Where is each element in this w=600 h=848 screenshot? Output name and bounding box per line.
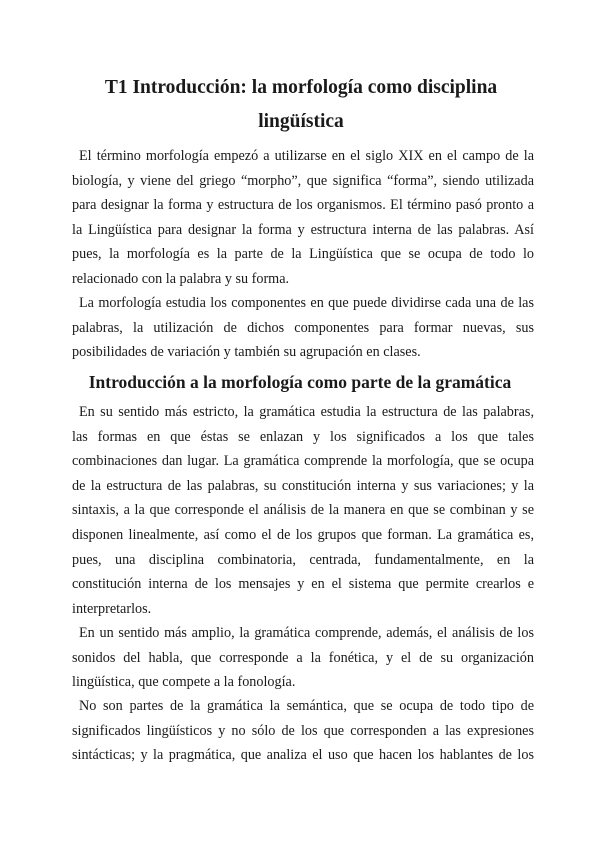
text-line: la Lingüística para designar la forma y estructura interna de las palabras. Así: [72, 221, 534, 238]
text-line: disponen linealmente, así como el de los grupos que forman. La gramática es,: [72, 526, 534, 543]
text-line: El término morfología empezó a utilizarse en el siglo XIX en el campo de la: [79, 148, 534, 164]
title-line: lingüística: [258, 111, 344, 132]
text-line: posibilidades de variación y también su agrupación en clases.: [72, 344, 421, 361]
text-line: combinaciones dan lugar. La gramática comprende la morfología, que se ocupa: [72, 453, 534, 470]
text-line: biología, y viene del griego “morpho”, que significa “forma”, siendo utilizada: [72, 172, 534, 189]
paragraph-morfologia-origen: [72, 144, 534, 292]
title-line: T1 Introducción: la morfología como disciplina: [104, 77, 498, 98]
text-line: La morfología estudia los componentes en que puede dividirse cada una de las: [79, 295, 534, 311]
text-line: lingüística, que compete a la fonología.: [72, 674, 296, 691]
text-line: sintaxis, a la que corresponde el análisis de la manera en que se combinan y se: [72, 502, 534, 519]
text-line: significados lingüísticos y no sólo de los que corresponden a las expresiones: [72, 722, 534, 739]
section-heading: Introducción a la morfología como parte de la gramática: [88, 372, 512, 392]
paragraph-sentido-amplio: [72, 621, 534, 695]
text-line: En su sentido más estricto, la gramática estudia la estructura de las palabras,: [79, 404, 534, 420]
text-line: pues, una disciplina combinatoria, centrada, fundamentalmente, en la: [72, 551, 534, 568]
document-title: [70, 71, 532, 139]
text-line: constitución interna de los mensajes y en el sistema que permite crearlos e: [72, 576, 534, 593]
paragraph-sentido-estricto: [72, 400, 534, 621]
paragraph-semantica-pragmatica: [72, 694, 534, 768]
paragraph-morfologia-estudia: [72, 291, 534, 365]
text-line: para designar la forma y estructura de los organismos. El término pasó pronto a: [72, 197, 534, 214]
text-line: de la estructura de las palabras, su constitución interna y sus variaciones; y la: [72, 477, 534, 494]
text-line: las formas en que éstas se enlazan y los significados a los que tales: [72, 428, 534, 445]
text-line: pues, la morfología es la parte de la Lingüística que se ocupa de todo lo: [72, 246, 534, 263]
text-line: interpretarlos.: [72, 600, 152, 617]
text-line: relacionado con la palabra y su forma.: [72, 270, 290, 287]
text-line: sintácticas; y la pragmática, que analiza el uso que hacen los hablantes de los: [72, 747, 534, 764]
text-line: palabras, la utilización de dichos componentes para formar nuevas, sus: [72, 319, 534, 336]
text-line: En un sentido más amplio, la gramática comprende, además, el análisis de los: [79, 625, 534, 641]
text-line: No son partes de la gramática la semántica, que se ocupa de todo tipo de: [79, 698, 534, 714]
text-line: sonidos del habla, que corresponde a la fonética, y el de su organización: [72, 649, 534, 666]
